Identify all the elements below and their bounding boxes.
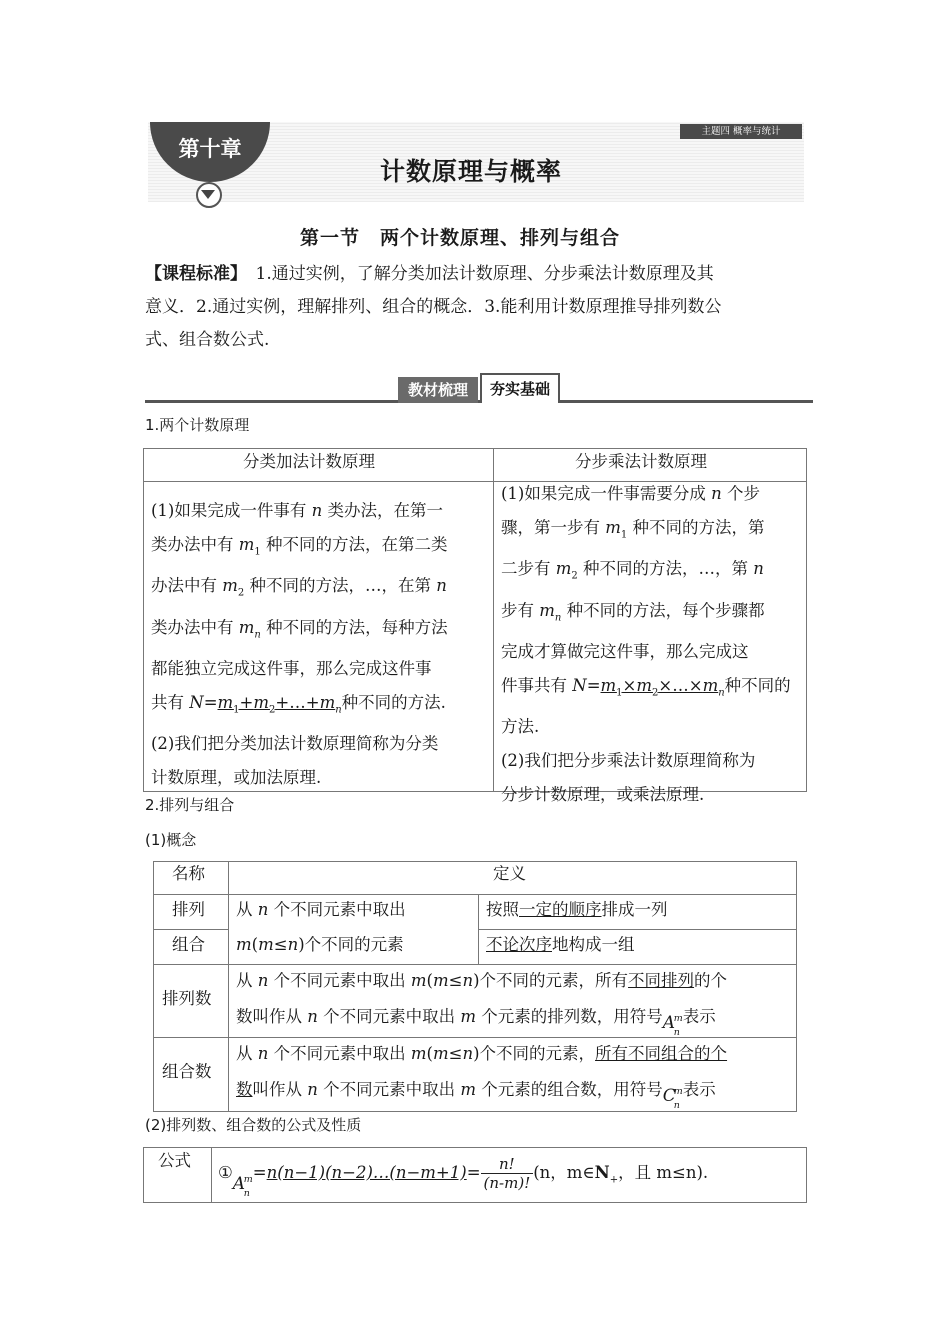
table2-header-name: 名称 [172,864,205,883]
text: (2)我们把分步乘法计数原理简称为 [501,751,756,771]
text: 方法. [501,717,540,737]
multiplication-principle-text: (1)如果完成一件事需要分成 n 个步 骤，第一步有 $m_1$ 种不同的方法，第 二步有 $m_2$ 种不同的方法，…，第 n 步有 $m_n$ 种不同的方法，每个步骤都 完成才算做完这件事，那么完成这 件事共有 $N=m_1\times m_2\times\dots\times m_n$种不同的 方法. (2)我们把分步乘法计数原理简称为 分步计数原理，或乘法原理. [501,477,805,812]
table2-header-definition: 定义 [493,864,526,883]
text: 个不同的元素 [304,935,404,954]
curriculum-label: 【课程标准】 [145,264,239,284]
tab-solid-foundation: 夯实基础 [480,373,560,403]
text: 种不同的方法，每个步骤都 [561,600,765,620]
text: 个不同的元素，所有 [479,971,629,990]
topic-tag: 主题四 概率与统计 [680,124,802,139]
text: (2)我们把分类加法计数原理简称为分类 [151,734,439,754]
text: 个步 [721,484,761,503]
fraction [481,1155,534,1192]
text: (1)如果完成一件事有 [151,501,312,520]
circle-number: ① [218,1163,233,1182]
col2-header: 分步乘法计数原理 [575,452,707,471]
text: ，且 m≤n). [618,1163,709,1182]
chapter-title: 计数原理与概率 [380,157,563,186]
text: 二步有 [501,559,556,579]
text: 从 [236,1044,258,1063]
text: 种不同的方法，…，第 [577,559,754,579]
text: 类办法中有 [151,535,239,554]
combination-number-definition: 从 n 个不同元素中取出 m(m≤n)个不同的元素，所有不同组合的个 数叫作从 n 个不同元素中取出 m 个元素的组合数，用符号 C m n 表示 [236,1044,728,1111]
combination-symbol: C m n [662,1086,683,1111]
underlined-text: 不同排列 [628,971,695,990]
text: 排成一列 [601,900,668,919]
text: 类办法中有 [151,617,239,637]
text: 个不同元素中取出 [317,1007,461,1026]
curriculum-standard [145,258,813,357]
addition-principle-text: (1)如果完成一件事有 n 类办法，在第一 类办法中有 $m_1$ 种不同的方法，在第二类 办法中有 $m_2$ 种不同的方法，…，在第 n 类办法中有 $m_n$ 种不同的方法，每种方法 都能独立完成这件事，那么完成这件事 共有 $N=m_1+m_2+\dots+m_n$种不同的方法. (2)我们把分类加法计数原理简称为分类 计数原理，或加法原理. [151,494,491,795]
text: 地构成一组 [552,935,635,954]
common-definition-line2: m(m≤n)个不同的元素 [236,935,404,954]
section-title: 第一节 两个计数原理、排列与组合 [300,227,621,249]
subheading-formulas: (2)排列数、组合数的公式及性质 [145,1116,362,1134]
text: 种不同的方法，每种方法 [260,617,448,637]
text: 分步计数原理，或乘法原理. [501,785,705,805]
formula-label: 公式 [158,1151,191,1170]
text: 件事共有 [501,675,573,695]
text: 种不同的方法，在第二类 [260,535,448,554]
text: 类办法，在第一 [322,501,444,520]
text: 个不同的元素， [479,1044,596,1063]
underlined-text: 所有不同组合的个 [595,1044,728,1063]
common-definition-line1: 从 n 个不同元素中取出 [236,900,406,919]
fraction-denominator: (n-m)! [483,1174,531,1192]
permutation-symbol: A m n [662,1013,683,1038]
permutation-symbol: A m n [232,1174,253,1199]
permutation-definition [486,893,668,927]
heading-permutation-combination: 2.排列与组合 [145,796,235,814]
text: 骤，第一步有 [501,518,606,537]
text: 共有 [151,692,190,712]
text: 从 [236,971,258,990]
text: 个元素的排列数，用符号 [476,1007,663,1026]
text: 都能独立完成这件事，那么完成这件事 [151,658,432,678]
text: 叫作从 [252,1080,308,1099]
text: 个不同元素中取出 [268,900,406,919]
row-permutation-number-name: 排列数 [162,989,212,1008]
curriculum-line1: 1.通过实例，了解分类加法计数原理、分步乘法计数原理及其 [238,264,714,284]
text: 步有 [501,600,540,620]
text: 个不同元素中取出 [317,1080,461,1099]
formula-product: n(n−1)(n−2)…(n−m+1) [266,1163,467,1182]
permutation-number-definition: 从 n 个不同元素中取出 m(m≤n)个不同的元素，所有不同排列的个 数叫作从 n 个不同元素中取出 m 个元素的排列数，用符号 A m n 表示 [236,971,728,1038]
underlined-text: 不论次序 [486,935,552,954]
row-combination-number-name: 组合数 [162,1062,212,1081]
text: 计数原理，或加法原理. [151,768,322,788]
chapter-badge: 第十章 [150,122,270,182]
section-divider [145,400,813,403]
curriculum-line2: 意义．2.通过实例，理解排列、组合的概念．3.能利用计数原理推导排列数公 [145,297,722,317]
text: 个元素的组合数，用符号 [476,1080,663,1099]
subheading-concept: (1)概念 [145,831,197,849]
text: 按照 [486,900,519,919]
text: 完成才算做完这件事，那么完成这 [501,641,749,661]
text: 个不同元素中取出 [268,1044,411,1063]
text: 的个 [694,971,728,990]
text: 种不同的方法. [341,692,446,712]
combination-definition [486,928,635,962]
text: 表示 [682,1080,716,1099]
text: (n，m∈ [533,1163,595,1182]
text: 表示 [682,1007,716,1026]
row-permutation-name: 排列 [172,900,205,919]
text: 办法中有 [151,576,223,596]
permutation-formula: ① A m n =n(n−1)(n−2)…(n−m+1)= $\frac{n!}{(n-m)!}$ (n，$m\in N_+$，且 m≤n). [218,1155,709,1199]
text: (1)如果完成一件事需要分成 [501,484,712,503]
underlined-text: 一定的顺序 [519,900,602,919]
underlined-text: 数 [236,1080,253,1099]
text: 个不同元素中取出 [268,971,411,990]
text: 种不同的 [724,675,791,695]
chevron-down-icon [201,190,215,199]
row-combination-name: 组合 [172,935,205,954]
col1-header: 分类加法计数原理 [243,452,375,471]
text: 从 [236,900,258,919]
heading-counting-principles: 1.两个计数原理 [145,416,250,434]
fraction-numerator: n! [499,1155,515,1173]
tab-textbook-review: 教材梳理 [398,377,478,403]
text: 种不同的方法，第 [627,518,765,537]
text: 数叫作从 [236,1007,308,1026]
curriculum-line3: 式、组合数公式. [145,330,270,350]
text: 种不同的方法，…，在第 [244,576,437,596]
